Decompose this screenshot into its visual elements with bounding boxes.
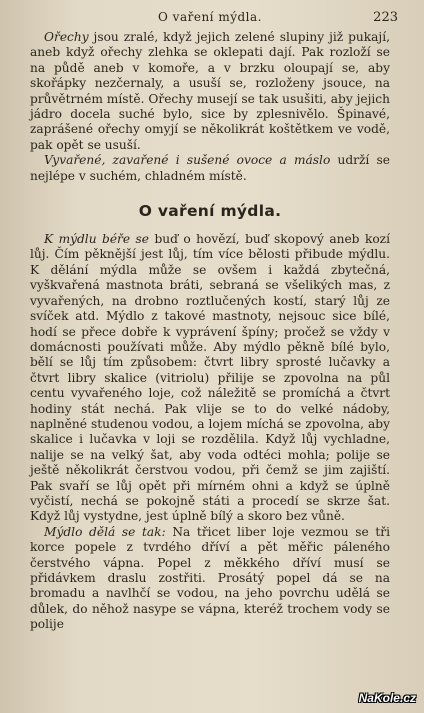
paragraph-lead: K mýdlu béře se [44, 232, 149, 247]
paragraph-soap-making [30, 525, 390, 633]
paragraph-fruit-butter [30, 153, 390, 184]
section-title: O vaření mýdla. [138, 202, 282, 221]
paragraph-tallow [30, 232, 390, 525]
paragraph-text: Na třicet liber loje vezmou se tři korce popele z tvrdého dříví a pět měřic páleného čerstvého vápna. Popel z měkkého dříví musí se přidávkem draslu zostřiti. Prosátý popel dá se na bromadu a navlhčí se vodou, na jeho povrchu udělá se důlek, do něhož nasype se vápna, kteréž trochem vody se polije [30, 524, 390, 632]
watermark-logo: NaKole.cz [358, 691, 416, 705]
paragraph-lead: Mýdlo dělá se tak: [44, 524, 166, 539]
paragraph-lead: Vyvařené, zavařené i sušené ovoce a máslo [44, 153, 331, 168]
page-number: 223 [373, 10, 398, 25]
paragraph-text: udrží se nejlépe v suchém, chladném místě. [30, 153, 390, 183]
running-head [30, 10, 398, 30]
paragraph-text: jsou zralé, když jejich zelené slupiny již pukají, aneb když ořechy zlehka se oklepati dají. Pak rozloží se na půdě aneb v komoře, a v brzku oloupají se, aby skořápky nezčernaly, a usuší se, rozloženy jsouce, na průvětrném místě. Ořechy musejí se tak usušiti, aby jejich jádro docela suché bylo, sice by zplesnivělo. Špinavé, zaprášené ořechy omyjí se několikrát koštětkem ve vodě, pak opět se usuší. [30, 30, 390, 152]
paragraph-nuts [30, 30, 390, 153]
paragraph-lead: Ořechy [44, 30, 89, 44]
paragraph-text: buď o hovězí, buď skopový aneb kozí lůj. Čím pěknější jest lůj, tím více bělosti přibude mýdlu. K dělání mýdla může se ovšem i každá zbytečná, vyškvařená mastnota bráti, sebraná se všelikých mas, z vyvařených, na drobno roztlučených kostí, starý lůj ze svíček atd. Mýdlo z takové mastnoty, nejsouc sice bílé, hodí se přece dobře k vyprávení špíny; pročež se vždy v domácnosti používati může. Aby mýdlo pěkně bílé bylo, bělí se lůj tím způsobem: čtvrt libry sprosté lučavky a čtvrt libry skalice (vitriolu) přilije se zpovolna na půl centu vyvařeného loje, což náležitě se promíchá a čtvrt hodiny stát nechá. Pak vlije se to do velké nádoby, naplněné studenou vodou, a lojem míchá se zpovolna, aby skalice i lučavka v loji se rozdělila. Když lůj vychladne, nalije se na velký šat, aby voda odtéci mohla; polije se ještě několikrát čerstvou vodou, při čemž se jim zajiští. Pak svaří se lůj opět při mírném ohni a když se úplně vyčistí, nechá se pokojně státi a procedí se skrze šat. Když lůj vystydne, jest úplně bílý a skoro bez vůně. [30, 232, 390, 524]
running-title: O vaření mýdla. [158, 10, 262, 24]
